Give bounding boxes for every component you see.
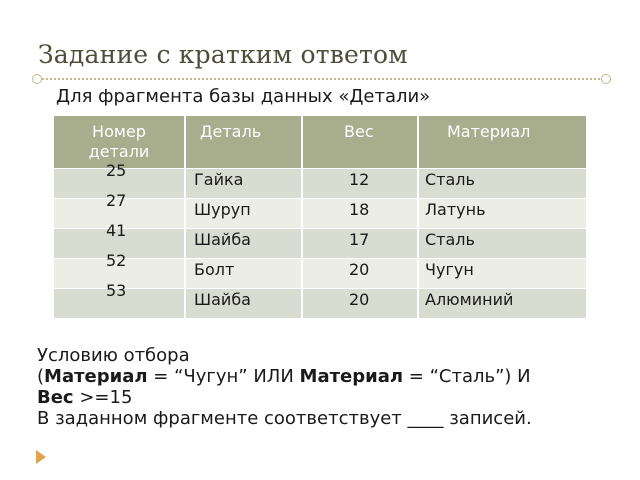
- open-paren: (: [37, 366, 45, 387]
- condition-text: В заданном фрагменте соответствует: [37, 408, 408, 429]
- title-divider-left-dot: [32, 74, 42, 84]
- header-part-number-line2: детали: [88, 142, 150, 161]
- condition-text: записей.: [443, 408, 532, 429]
- header-weight: [302, 116, 418, 169]
- slide-title: Задание с кратким ответом: [38, 40, 408, 69]
- field-material: Материал: [299, 366, 404, 387]
- selection-condition: [37, 345, 637, 429]
- cell-part-number: 52: [54, 259, 185, 289]
- cell-part: Гайка: [185, 169, 302, 199]
- condition-line-3: [37, 387, 637, 408]
- condition-line-4: [37, 408, 637, 429]
- field-material: Материал: [44, 366, 148, 387]
- header-part-label: Деталь: [200, 122, 262, 141]
- cell-weight: 12: [302, 169, 418, 199]
- cell-weight: 17: [302, 229, 418, 259]
- cell-material: Сталь: [418, 229, 586, 259]
- cell-material: Латунь: [418, 199, 586, 229]
- condition-text: >=15: [73, 387, 133, 408]
- answer-blank: ____: [407, 408, 444, 429]
- cell-weight: 20: [302, 259, 418, 289]
- cell-part-number: 53: [54, 289, 185, 319]
- cell-material: Алюминий: [418, 289, 586, 319]
- header-weight-label: Вес: [344, 122, 374, 141]
- table-row: [54, 229, 586, 259]
- cell-part: Шайба: [185, 289, 302, 319]
- table-header-row: [54, 116, 586, 169]
- details-table: [54, 116, 586, 318]
- task-subtitle: Для фрагмента базы данных «Детали»: [56, 86, 431, 107]
- field-weight: Вес: [37, 387, 74, 408]
- table-row: [54, 259, 586, 289]
- header-part: [185, 116, 302, 169]
- cell-material: Чугун: [418, 259, 586, 289]
- cell-part-number: 27: [54, 199, 185, 229]
- cell-material: Сталь: [418, 169, 586, 199]
- condition-text: = “Чугун” ИЛИ: [147, 366, 300, 387]
- table-row: [54, 169, 586, 199]
- cell-part-number: 41: [54, 229, 185, 259]
- cell-part-number: 25: [54, 169, 185, 199]
- condition-line-1: Условию отбора: [37, 345, 190, 366]
- table-row: [54, 199, 586, 229]
- header-material-label: Материал: [447, 122, 531, 141]
- cell-weight: 18: [302, 199, 418, 229]
- cell-part: Болт: [185, 259, 302, 289]
- cell-part: Шуруп: [185, 199, 302, 229]
- table-row: [54, 289, 586, 319]
- title-divider: [38, 78, 604, 80]
- header-part-number-line1: Номер: [92, 122, 146, 141]
- condition-text: = “Сталь”) И: [403, 366, 531, 387]
- cell-part: Шайба: [185, 229, 302, 259]
- header-material: [418, 116, 586, 169]
- title-divider-right-dot: [601, 74, 611, 84]
- condition-line-2: [37, 366, 637, 387]
- cell-weight: 20: [302, 289, 418, 319]
- slide-bullet-arrow-icon: [36, 450, 46, 464]
